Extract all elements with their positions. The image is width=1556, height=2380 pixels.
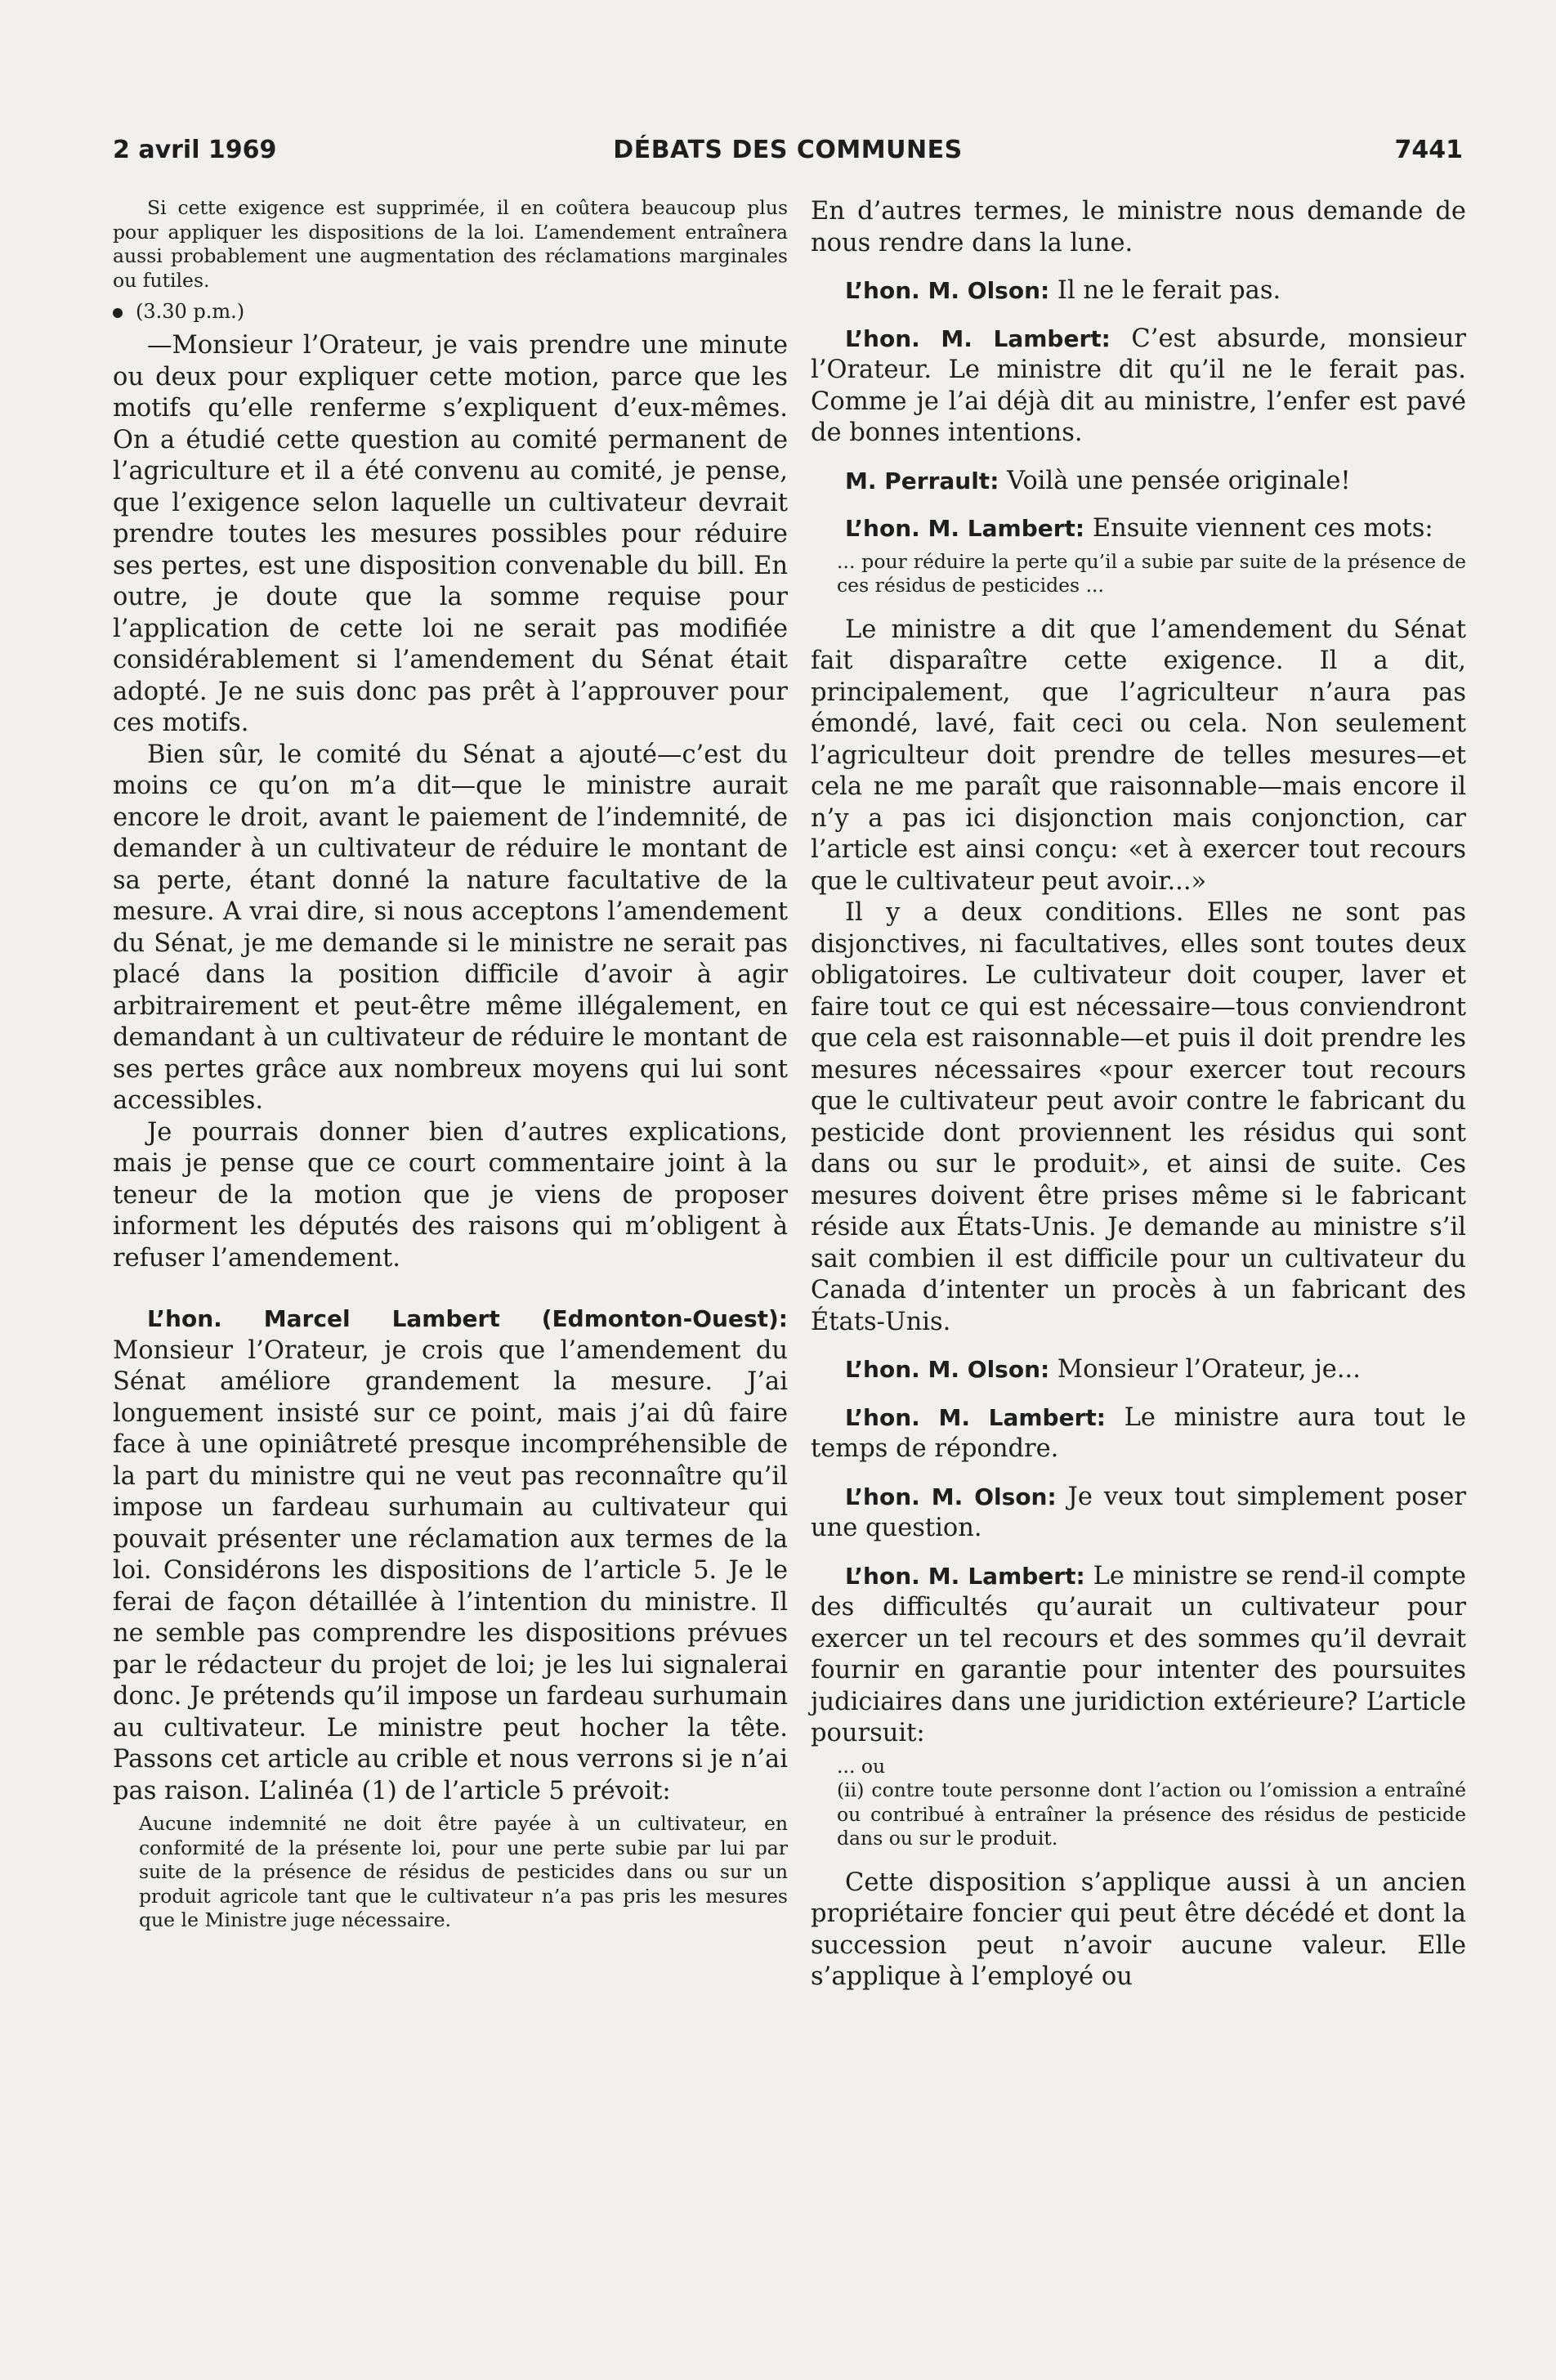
header-title: DÉBATS DES COMMUNES xyxy=(613,136,963,164)
paragraph: Bien sûr, le comité du Sénat a ajouté—c’est du moins ce qu’on m’a dit—que le ministre aurait encore le droit, avant le paiement de l’indemnité, de demander à un cultivateur de réduire le montant de sa perte, étant donné la nature facultative de la mesure. A vrai dire, si nous acceptons l’amendement du Sénat, je me demande si le ministre ne serait pas placé dans la position difficile d’avoir à agir arbitrairement et peut-être même illégalement, en demandant à un cultivateur de réduire le montant de ses pertes grâce aux nombreux moyens qui lui sont accessibles. xyxy=(113,740,788,1115)
paragraph: Si cette exigence est supprimée, il en coûtera beaucoup plus pour appliquer les dispositions de la loi. L’amendement entraînera aussi probablement une augmentation des réclamations marginales ou futiles. xyxy=(113,196,788,292)
speaker-name: M. Perrault: xyxy=(845,467,999,494)
speech-text: Monsieur l’Orateur, je crois que l’amendement du Sénat améliore grandement la mesure. J’ai longuement insisté sur ce point, mais j’ai dû faire face à une opiniâtreté presque incompréhensible de la part du ministre qui ne veut pas reconnaître qu’il impose un fardeau surhumain au cultivateur qui pouvait présenter une réclamation aux termes de la loi. Considérons les dispositions de l’article 5. Je le ferai de façon détaillée à l’intention du ministre. Il ne semble pas comprendre les dispositions prévues par le rédacteur du projet de loi; je les lui signalerai donc. Je prétends qu’il impose un fardeau surhumain au cultivateur. Le ministre peut hocher la tête. Passons cet article au crible et nous verrons si je n’ai pas raison. L’alinéa (1) de l’article 5 prévoit: xyxy=(113,1335,788,1805)
speech xyxy=(811,275,1466,307)
paragraph: En d’autres termes, le ministre nous demande de nous rendre dans la lune. xyxy=(811,197,1466,257)
time-label: (3.30 p.m.) xyxy=(136,300,245,323)
speech-text: Ensuite viennent ces mots: xyxy=(1092,514,1433,543)
speech-text: Je veux tout simplement poser une question. xyxy=(811,1482,1466,1542)
right-column xyxy=(811,196,1466,1993)
speech-text: Monsieur l’Orateur, je... xyxy=(1057,1355,1361,1384)
quotation: (ii) contre toute personne dont l’action ou l’omission a entraîné ou contribué à entraîner la présence des résidus de pesticide dans ou sur le produit. xyxy=(837,1778,1466,1850)
speaker-name: L’hon. M. Olson: xyxy=(845,1356,1050,1383)
speaker-name: L’hon. M. Lambert: xyxy=(845,324,1111,352)
speech xyxy=(811,324,1466,450)
header-date: 2 avril 1969 xyxy=(113,136,277,164)
time-marker xyxy=(113,298,788,325)
page-header xyxy=(113,136,1463,177)
speech-text: Voilà une pensée originale! xyxy=(1007,466,1351,495)
speech xyxy=(811,1561,1466,1750)
paragraph: Cette disposition s’applique aussi à un ancien propriétaire foncier qui peut être décédé et dont la succession peut n’avoir aucune valeur. Elle s’applique à l’employé ou xyxy=(811,1868,1466,1991)
speech xyxy=(811,466,1466,498)
speech xyxy=(113,1304,788,1807)
speech-text: Il ne le ferait pas. xyxy=(1057,276,1281,305)
paragraph: Il y a deux conditions. Elles ne sont pas disjonctives, ni facultatives, elles sont toutes deux obligatoires. Le cultivateur doit couper, laver et faire tout ce qui est nécessaire—tous conviendront que cela est raisonnable—et puis il doit prendre les mesures nécessaires «pour exercer tout recours que le cultivateur peut avoir contre le fabricant du pesticide dont proviennent les résidus qui sont dans ou sur le produit», et ainsi de suite. Ces mesures doivent être prises même si le fabricant réside aux États-Unis. Je demande au ministre s’il sait combien il est difficile pour un cultivateur du Canada d’intenter un procès à un fabricant des États-Unis. xyxy=(811,898,1466,1336)
quotation: ... pour réduire la perte qu’il a subie par suite de la présence de ces résidus de pesticides ... xyxy=(837,549,1466,597)
speech xyxy=(811,513,1466,545)
left-column xyxy=(113,196,788,1933)
speaker-name: L’hon. M. Olson: xyxy=(845,277,1050,304)
speech-text: C’est absurde, monsieur l’Orateur. Le ministre dit qu’il ne le ferait pas. Comme je l’ai déjà dit au ministre, l’enfer est pavé de bonnes intentions. xyxy=(811,324,1466,447)
speaker-name: L’hon. M. Olson: xyxy=(845,1483,1057,1510)
speech xyxy=(811,1354,1466,1386)
speech xyxy=(811,1402,1466,1465)
quotation: Aucune indemnité ne doit être payée à un cultivateur, en conformité de la présente loi, pour une perte subie par lui par suite de la présence de résidus de pesticides dans ou sur un produit agricole tant que le cultivateur n’a pas pris les mesures que le Ministre juge nécessaire. xyxy=(139,1812,788,1931)
paragraph: Le ministre a dit que l’amendement du Sénat fait disparaître cette exigence. Il a dit, principalement, que l’agriculteur n’aura pas émondé, lavé, fait ceci ou cela. Non seulement l’agriculteur doit prendre de telles mesures—et cela ne me paraît que raisonnable—mais encore il n’y a pas ici disjonction mais conjonction, car l’article est ainsi conçu: «et à exercer tout recours que le cultivateur peut avoir...» xyxy=(811,615,1466,896)
header-page-number: 7441 xyxy=(1394,136,1463,164)
speaker-name: L’hon. Marcel Lambert (Edmonton-Ouest): xyxy=(147,1305,788,1332)
speech-text: Le ministre se rend-il compte des difficultés qu’aurait un cultivateur pour exercer un tel recours et des sommes qu’il devrait fournir en garantie pour intenter des poursuites judiciaires dans une juridiction extérieure? L’article poursuit: xyxy=(811,1561,1466,1747)
paragraph: Je pourrais donner bien d’autres explications, mais je pense que ce court commentaire joint à la teneur de la motion que je viens de proposer informent les députés des raisons qui m’obligent à refuser l’amendement. xyxy=(113,1117,788,1273)
speech-text: Le ministre aura tout le temps de répondre. xyxy=(811,1402,1466,1463)
quotation: ... ou xyxy=(837,1754,886,1778)
speaker-name: L’hon. M. Lambert: xyxy=(845,1403,1106,1431)
bullet-icon xyxy=(113,308,123,318)
paragraph: —Monsieur l’Orateur, je vais prendre une minute ou deux pour expliquer cette motion, parce que les motifs qu’elle renferme s’expliquent d’eux-mêmes. On a étudié cette question au comité permanent de l’agriculture et il a été convenu au comité, je pense, que l’exigence selon laquelle un cultivateur devrait prendre toutes les mesures possibles pour réduire ses pertes, est une disposition convenable du bill. En outre, je doute que la somme requise pour l’application de cette loi ne serait pas modifiée considérablement si l’amendement du Sénat était adopté. Je ne suis donc pas prêt à l’approuver pour ces motifs. xyxy=(113,331,788,737)
speech xyxy=(811,1482,1466,1545)
speaker-name: L’hon. M. Lambert: xyxy=(845,1562,1085,1590)
speaker-name: L’hon. M. Lambert: xyxy=(845,515,1085,542)
